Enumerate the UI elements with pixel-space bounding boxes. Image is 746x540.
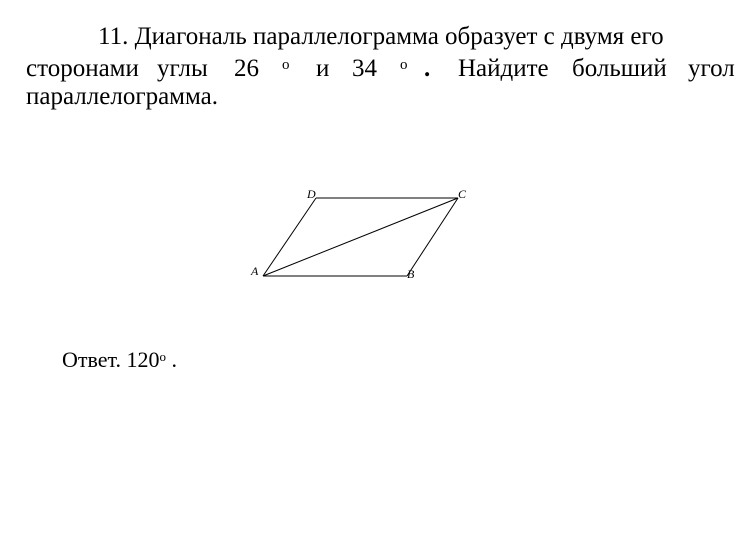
word-angles: углы	[157, 55, 208, 82]
vertex-label-c: C	[458, 187, 467, 201]
answer-degree-mark: о	[159, 349, 166, 364]
vertex-label-b: B	[407, 267, 415, 281]
problem-statement	[0, 0, 735, 120]
answer-label: Ответ. 120	[62, 347, 160, 372]
vertex-label-a: A	[251, 264, 259, 278]
parallelogram-svg	[240, 180, 480, 290]
answer-end: .	[166, 347, 177, 372]
vertex-label-d: D	[307, 187, 316, 201]
word-angle: угол	[688, 55, 735, 82]
word-find: Найдите	[458, 55, 549, 82]
angle-value-2: 34	[352, 55, 377, 82]
parallelogram-figure	[240, 180, 480, 290]
side-bc	[407, 198, 458, 276]
diagonal-ac	[263, 198, 458, 276]
answer	[62, 347, 177, 373]
word-largest: больший	[572, 55, 667, 82]
degree-mark-1: о	[282, 57, 290, 73]
degree-mark-2: о	[400, 57, 408, 73]
side-da	[263, 198, 316, 276]
angle-value-1: 26	[234, 55, 259, 82]
word-and: и	[316, 55, 330, 82]
word-sides: сторонами	[26, 55, 139, 82]
problem-line-1: 11. Диагональ параллелограмма образует с двумя его	[98, 23, 664, 50]
period: .	[424, 55, 431, 82]
problem-line-3: параллелограмма.	[26, 83, 218, 110]
